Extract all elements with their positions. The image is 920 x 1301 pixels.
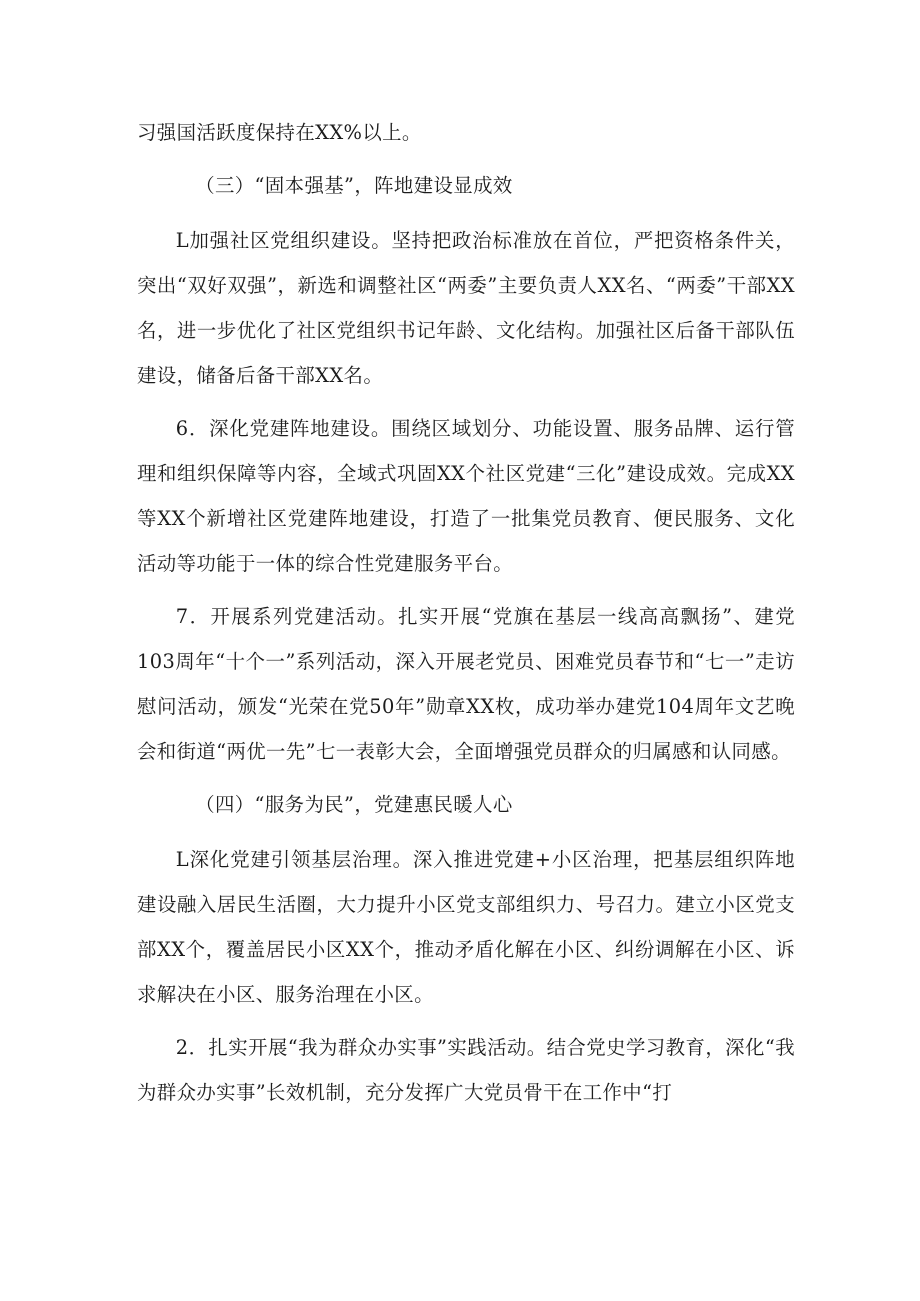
paragraph-grassroots-governance: L深化党建引领基层治理。深入推进党建+小区治理，把基层组织阵地建设融入居民生活圈，大力提升小区党支部组织力、号召力。建立小区党支部XX个，覆盖居民小区XX个，推动矛盾化解在小区、纠纷调解在小区、诉求解决在小区、服务治理在小区。 <box>137 848 795 1006</box>
paragraph-position-construction: 6．深化党建阵地建设。围绕区域划分、功能设置、服务品牌、运行管理和组织保障等内容，全域式巩固XX个社区党建“三化”建设成效。完成XX等XX个新增社区党建阵地建设，打造了一批集党员教育、便民服务、文化活动等功能于一体的综合性党建服务平台。 <box>137 417 795 575</box>
document-body <box>137 110 795 1123</box>
paragraph-practical-activities: 2．扎实开展“我为群众办实事”实践活动。结合党史学习教育，深化“我为群众办实事”长效机制，充分发挥广大党员骨干在工作中“打 <box>137 1036 795 1104</box>
paragraph-continuation: 习强国活跃度保持在XX%以上。 <box>137 121 422 144</box>
section-heading-three: （三）“固本强基”，阵地建设显成效 <box>195 174 513 197</box>
paragraph-party-activities: 7．开展系列党建活动。扎实开展“党旗在基层一线高高飘扬”、建党103周年“十个一”系列活动，深入开展老党员、困难党员春节和“七一”走访慰问活动，颁发“光荣在党50年”勋章XX枚，成功举办建党104周年文艺晚会和街道“两优一先”七一表彰大会，全面增强党员群众的归属感和认同感。 <box>137 605 795 763</box>
section-heading-four: （四）“服务为民”，党建惠民暖人心 <box>195 793 513 816</box>
paragraph-community-party-building: L加强社区党组织建设。坚持把政治标准放在首位，严把资格条件关，突出“双好双强”，新选和调整社区“两委”主要负责人XX名、“两委”干部XX名，进一步优化了社区党组织书记年龄、文化结构。加强社区后备干部队伍建设，储备后备干部XX名。 <box>137 229 795 387</box>
